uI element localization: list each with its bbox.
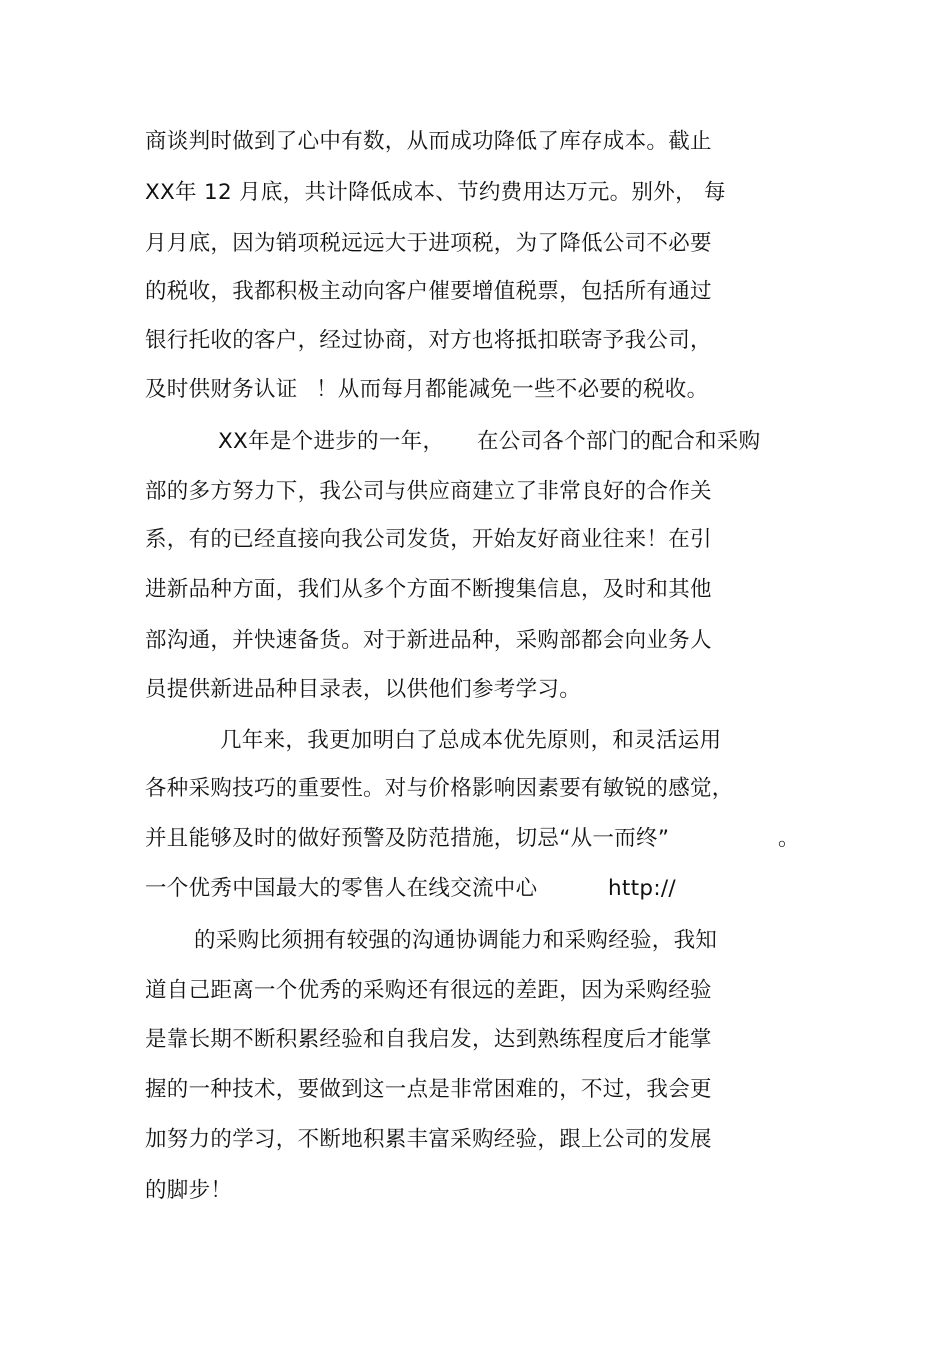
text-fragment: 的税收，我都积极主动向客户催要增值税票，包括所有通过 (145, 279, 712, 304)
text-fragment: 月月底，因为销项税远远大于进项税，为了降低公司不必要 (145, 231, 712, 256)
text-fragment: 系，有的已经直接向我公司发货，开始友好商业往来！在引 (145, 527, 712, 552)
text-fragment: ！从而每月都能减免一些不必要的税收。 (316, 377, 709, 402)
text-fragment: 进新品种方面，我们从多个方面不断搜集信息，及时和其他 (145, 577, 712, 602)
text-fragment: 。 (778, 826, 800, 851)
text-fragment: 几年来，我更加明白了总成本优先原则，和灵活运用 (220, 728, 722, 753)
text-fragment: 部沟通，并快速备货。对于新进品种，采购部都会向业务人 (145, 628, 712, 653)
text-fragment: 各种采购技巧的重要性。对与价格影响因素要有敏锐的感觉， (145, 776, 734, 801)
text-fragment: 在公司各个部门的配合和采购 (477, 429, 761, 454)
text-fragment: 并且能够及时的做好预警及防范措施，切忌“从一而终” (145, 826, 670, 851)
text-fragment: 的脚步！ (145, 1178, 233, 1203)
text-fragment: 道自己距离一个优秀的采购还有很远的差距，因为采购经验 (145, 978, 712, 1003)
text-fragment: 一个优秀中国最大的零售人在线交流中心 (145, 876, 538, 901)
text-fragment: 的采购比须拥有较强的沟通协调能力和采购经验，我知 (194, 928, 718, 953)
link-text: http:// (608, 876, 676, 901)
text-fragment: 握的一种技术，要做到这一点是非常困难的，不过，我会更 (145, 1077, 712, 1102)
text-fragment: 加努力的学习，不断地积累丰富采购经验，跟上公司的发展 (145, 1127, 712, 1152)
text-fragment: 部的多方努力下，我公司与供应商建立了非常良好的合作关 (145, 479, 712, 504)
text-fragment: 银行托收的客户，经过协商，对方也将抵扣联寄予我公司， (145, 328, 712, 353)
text-fragment: 员提供新进品种目录表，以供他们参考学习。 (145, 677, 582, 702)
text-fragment: 及时供财务认证 (145, 377, 298, 402)
text-fragment: XX年是个进步的一年， (218, 429, 445, 454)
text-fragment: 商谈判时做到了心中有数，从而成功降低了库存成本。截止 (145, 129, 712, 154)
text-fragment: XX年 12 月底，共计降低成本、节约费用达万元。别外， 每 (145, 180, 726, 205)
text-fragment: 是靠长期不断积累经验和自我启发，达到熟练程度后才能掌 (145, 1027, 712, 1052)
